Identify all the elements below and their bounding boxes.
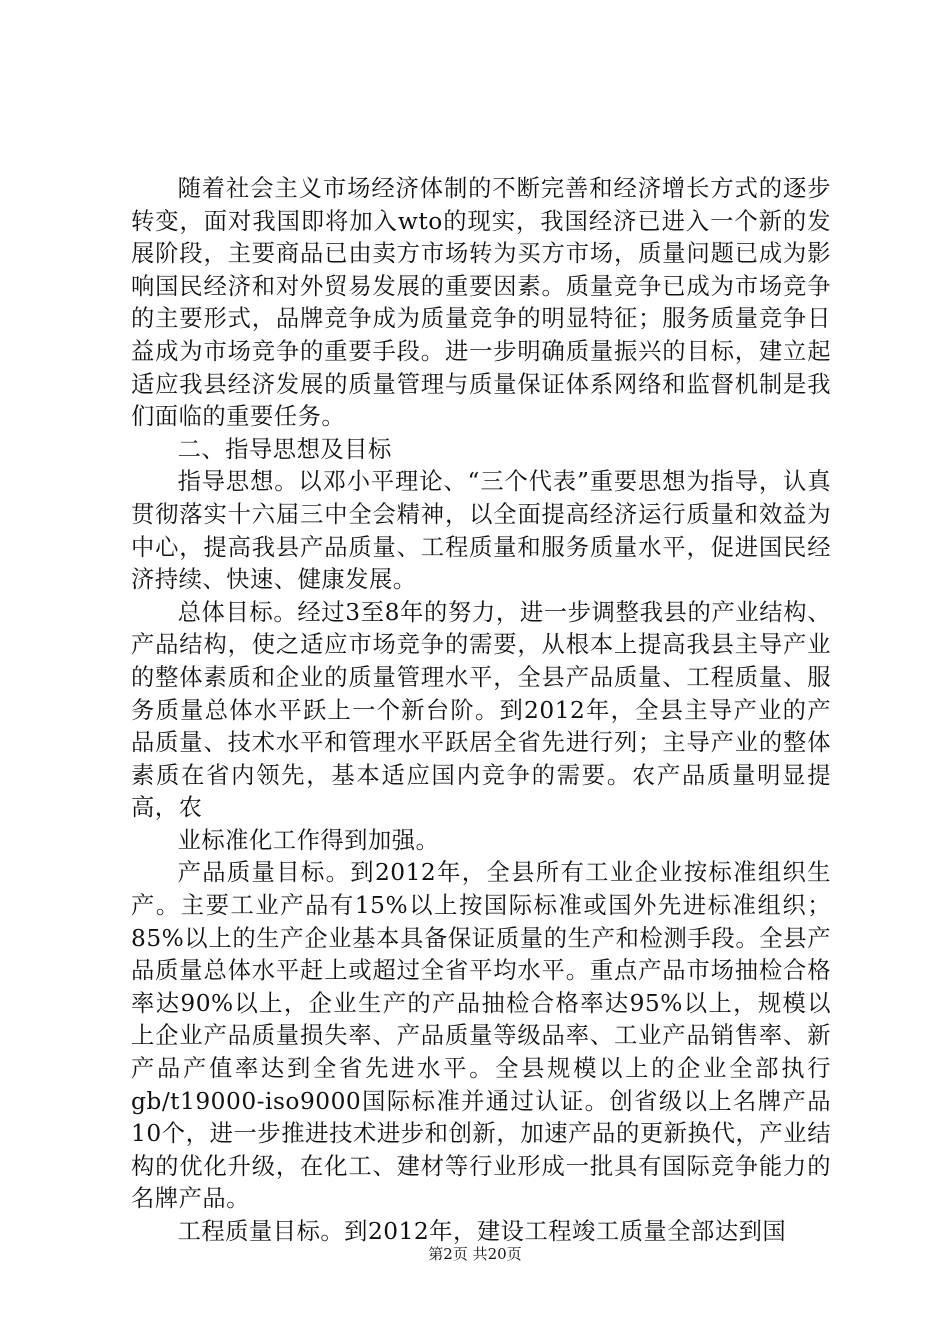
page-footer: 第2页 共20页 <box>428 1245 522 1263</box>
document-body <box>131 173 831 1249</box>
paragraph-product-quality-goal: 产品质量目标。到2012年，全县所有工业企业按标准组织生产。主要工业产品有15%以上按国际标准或国外先进标准组织；85%以上的生产企业基本具备保证质量的生产和检测手段。全县产品质量总体水平赶上或超过全省平均水平。重点产品市场抽检合格率达90%以上，企业生产的产品抽检合格率达95%以上，规模以上企业产品质量损失率、产品质量等级品率、工业产品销售率、新产品产值率达到全省先进水平。全县规模以上的企业全部执行gb/t19000-iso9000国际标准并通过认证。创省级以上名牌产品10个，进一步推进技术进步和创新，加速产品的更新换代，产业结构的优化升级，在化工、建材等行业形成一批具有国际竞争能力的名牌产品。 <box>131 859 831 1213</box>
paragraph-engineering-quality-goal: 工程质量目标。到2012年，建设工程竣工质量全部达到国 <box>177 1218 787 1245</box>
paragraph-guiding-ideology: 指导思想。以邓小平理论、“三个代表”重要思想为指导，认真贯彻落实十六届三中全会精神，以全面提高经济运行质量和效益为中心，提高我县产品质量、工程质量和服务质量水平，促进国民经济持续、快速、健康发展。 <box>131 468 831 594</box>
paragraph-overall-goal-continued: 业标准化工作得到加强。 <box>177 826 440 854</box>
paragraph-intro: 随着社会主义市场经济体制的不断完善和经济增长方式的逐步转变，面对我国即将加入wto的现实，我国经济已进入一个新的发展阶段，主要商品已由卖方市场转为买方市场，质量问题已成为影响国民经济和对外贸易发展的重要因素。质量竞争已成为市场竞争的主要形式，品牌竞争成为质量竞争的明显特征；服务质量竞争日益成为市场竞争的重要手段。进一步明确质量振兴的目标，建立起适应我县经济发展的质量管理与质量保证体系网络和监督机制是我们面临的重要任务。 <box>131 175 831 431</box>
paragraph-overall-goal: 总体目标。经过3至8年的努力，进一步调整我县的产业结构、产品结构，使之适应市场竞争的需要，从根本上提高我县主导产业的整体素质和企业的质量管理水平，全县产品质量、工程质量、服务质量总体水平跃上一个新台阶。到2012年，全县主导产业的产品质量、技术水平和管理水平跃居全省先进行列；主导产业的整体素质在省内领先，基本适应国内竞争的需要。农产品质量明显提高，农 <box>131 598 831 822</box>
section-heading: 二、指导思想及目标 <box>177 435 392 463</box>
